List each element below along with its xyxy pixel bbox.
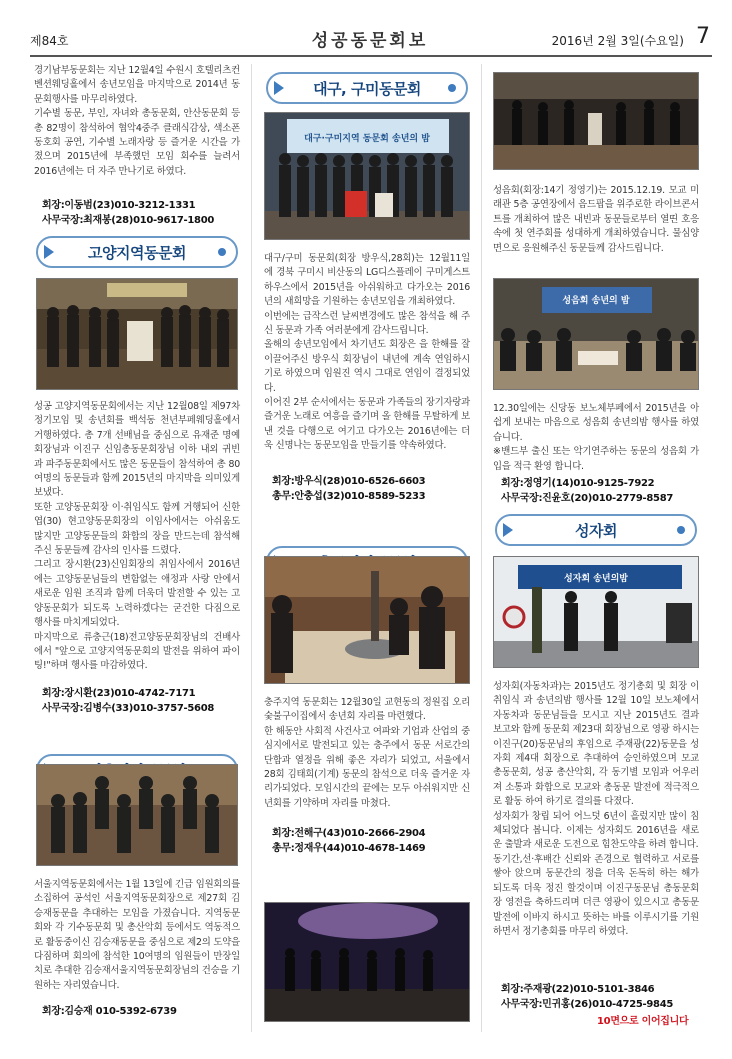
gyeonggi-south-article: 경기남부동문회는 지난 12월4일 수원시 호텔리츠컨벤션웨딩홀에서 송년모임을 마지막으로 2014년 동문회행사를 마무리하였다. 기수별 동문, 부인, 자녀와 총동문회, 안산동문회 등 총 82명이 참석하여 협악4중주 클래식감상, 색소폰동호회 공연, 기수별 노래자랑 등 즐거운 시간을 가졌으며 2015년에 부족했던 모임 회수를 늘려서 2016년에는 더 자주 만나기로 하였다. — [34, 65, 240, 177]
page-number: 7 — [696, 24, 710, 49]
chungju-photo — [264, 556, 470, 684]
seongeum-article-2: 12.30일에는 신당동 보노체부페에서 2015년을 아쉽게 보내는 마음으로 성음회 송년의밤 행사를 하였습니다. ※밴드부 출신 또는 악기연주하는 동문의 성음회 가입을 적극 환영 합니다. — [493, 403, 699, 472]
contact-line: 총무:정재우(44)010-4678-1469 — [272, 843, 426, 854]
seoul-photo — [36, 764, 238, 866]
triangle-bullet-icon — [503, 523, 513, 537]
seongja-contacts — [501, 982, 673, 1012]
seongeum-concert-image — [265, 903, 470, 1022]
dot-icon — [677, 526, 685, 534]
chungju-photo-image — [265, 557, 470, 684]
triangle-bullet-icon — [274, 81, 284, 95]
daegu-gumi-photo — [264, 112, 470, 240]
seongja-article: 성자회(자동차과)는 2015년도 정기총회 및 회장 이취임식 과 송년의밤 행사를 12월 10일 보노체에서 자동차과 동문님들을 모시고 지난 2015년도 결과 보고와 함께 동문회 제23대 회장님으로 영광 하시는 이진구(20)동문님의 후임으로 주재광(22)동문을 성자회 제4대 회장으로 추대하여 승인하였으며 모교 총동문회, 성공 총산악회, 각 동기별 모임과 어우러져 소통과 화합으로 모교와 총동문 발전에 적극적으로 활동 하여 하기로 결의를 다졌다. 성자회가 창립 되어 어느덧 6년이 흘렀지만 많이 침체되었다 봅니다. 이제는 성자회도 2016년을 새로운 출발과 새로운 도전으로 힘찬도약을 하려 합니다. 동기간,선·후배간 신뢰와 존경으로 협력하고 서로를 쌓아 앉으며 동문간의 정을 더욱 돈독히 하는 해가 되도록 더욱 정진 할것이며 이진구동문님 총동문회장 영전을 축하드리며 더큰 영광이 있으시고 총동문 발전에 이바지 하시고 뜻하는 바를 이루시기를 기원하면서 정기총회를 마무리 하였다. — [493, 681, 699, 937]
daegu-gumi-section-title — [266, 72, 468, 104]
section-title-text: 고양지역동문회 — [88, 243, 186, 262]
seongeum-stage-photo — [493, 72, 699, 170]
gyeonggi-south-contacts — [42, 198, 214, 228]
contact-line: 총무:안충섭(32)010-8589-5233 — [272, 491, 426, 502]
seoul-article: 서울지역동문회에서는 1월 13일에 긴급 임원회의를 소집하여 공석인 서울지역동문회장으로 제27회 김승재동문을 추대하는 모임을 가졌습니다. 지역동문회와 각 기수동문회 및 총산악회 등에서도 역동적으로 활동중이신 김승재동문을 중심으로 제2의 도약을 다짐하며 회의에 참석한 10여명의 임원들이 만장일치로 추대한 김승재서울지역동문회장님의 건승을 기원하는 자리였습니다. — [34, 879, 240, 991]
seoul-contacts — [42, 1004, 177, 1019]
column-divider — [251, 64, 252, 1032]
page-header — [30, 20, 710, 54]
goyang-photo — [36, 278, 238, 390]
daegu-banner-text: 대구·구미지역 동문회 송년의 밤 — [304, 134, 430, 144]
contact-line: 사무국장:김병수(33)010-3757-5608 — [42, 703, 215, 714]
party-banner-text: 성음회 송년의 밤 — [562, 296, 630, 306]
contact-line: 회장:방우식(28)010-6526-6603 — [272, 476, 426, 487]
contact-line: 사무국장:진윤호(20)010-2779-8587 — [501, 493, 674, 504]
contact-line: 사무국장:민귀홍(26)010-4725-9845 — [501, 999, 674, 1010]
seongja-section-title — [495, 514, 697, 546]
contact-line: 회장:김승재 010-5392-6739 — [42, 1006, 177, 1017]
seongja-banner-text: 성자회 송년의밤 — [564, 574, 628, 584]
continued-on-page: 10면으로 이어집니다 — [597, 1016, 689, 1027]
header-rule — [30, 55, 712, 57]
seongeum-article: 성음회(회장:14기 정영기)는 2015.12.19. 모교 미래관 5층 공연장에서 음드팝을 위주로한 라이브콘서트를 개최하여 많은 내빈과 동문들로부터 열띤 호응속에 첫 연주회를 성대하게 개최하였습니다. 물심양면으로 응원해주신 동문들께 감사드립니다. — [493, 185, 699, 254]
chungju-article: 충주지역 동문회는 12월30일 교현동의 정원집 오리숯불구이집에서 송년회 자리를 마련했다. 한 해동안 사회적 사건사고 여파와 기업과 산업의 중심지에서로 발전되고 있는 충주에서 동문 서로간의 단합과 열정을 위해 좋은 자리가 되었고, 서울에서 28회 김태희(기계) 동문의 참석으로 더욱 즐거운 자리가되었다. 모임시간의 끝에는 모두 아쉬워지만 신년회를 기약하며 자리를 마쳤다. — [264, 697, 470, 809]
contact-line: 회장:전해구(43)010-2666-2904 — [272, 828, 426, 839]
seongeum-concert-photo — [264, 902, 470, 1022]
seongja-photo — [493, 556, 699, 668]
daegu-gumi-contacts — [272, 474, 425, 504]
seongeum-party-photo — [493, 278, 699, 390]
seoul-photo-image — [37, 765, 238, 866]
goyang-section-title — [36, 236, 238, 268]
contact-line: 회장:정영기(14)010-9125-7922 — [501, 478, 655, 489]
section-title-text: 대구, 구미동문회 — [313, 79, 421, 98]
dot-icon — [218, 248, 226, 256]
seongeum-contacts — [501, 476, 673, 506]
column-2 — [264, 64, 470, 854]
contact-line: 회장:장시환(23)010-4742-7171 — [42, 688, 196, 699]
section-title-text: 성자회 — [575, 521, 617, 540]
goyang-contacts — [42, 686, 214, 716]
issue-date: 2016년 2월 3일(수요일) — [551, 34, 684, 48]
daegu-gumi-article: 대구/구미 동문회(회장 방우식,28회)는 12월11일에 경북 구미시 비산동의 LG디스플레이 구미게스트하우스에서 2015년을 아쉬워하고 다가오는 2016년의 새희망을 기원하는 송년모임을 개최하였다. 이번에는 급작스런 날씨변경에도 많은 참석을 해 주신 동문과 가족 여러분에게 감사드립니다. 올해의 송년모임에서 차기년도 회장은 을 한해를 잘 이끌어주신 방우식 회장님이 내년에 계속 연임하시기로 하였으며 임원진 역시 그대로 연임이 결정되었다. 이어진 2부 순서에서는 동문과 가족들의 장기자랑과 즐거운 노래로 여흥을 즐기며 올 한해를 무탈하게 보낸 것을 다행으로 여기고 다가오는 2016년에는 더욱 신명나는 동문모임을 만들기를 약속하였다. — [264, 253, 470, 452]
seongeum-stage-image — [494, 73, 699, 170]
goyang-photo-image — [37, 279, 238, 390]
column-3 — [493, 64, 699, 1027]
triangle-bullet-icon — [44, 245, 54, 259]
column-divider — [481, 64, 482, 1032]
issue-number: 제84호 — [30, 34, 69, 48]
contact-line: 회장:이동범(23)010-3212-1331 — [42, 200, 196, 211]
goyang-article: 성공 고양지역동문회에서는 지난 12월08일 제97차 정기모임 및 송년회를 백석동 천년부페웨딩홀에서 거행하였다. 총 7개 선배님을 중심으로 유재준 명예회장님과 이진구 신임총동문회장님 이하 내외 귀빈과 파주동문회에서도 많은 동문들이 참석하여 총 80여명의 동문들과 함께 2015년의 마지막을 의미있게 보냈다. 또한 고양동문회장 이·취임식도 함께 거행되어 신한엽(30) 현고양동문회장의 이임사에서는 아쉬움도 많지만 고양동문들의 화합의 장을 만드는데 참석해주신 동문들께 감사의 인사를 드렸다. 그리고 장시환(23)신임회장의 취임사에서 2016년에는 고양동문님들의 변함없는 애정과 사랑 안에서 새로운 임원 조직과 함께 더욱더 발전할 수 있는 고양동문회가 되도록 노력하겠다는 굳건한 다짐으로 행사를 마치게되었다. 마지막으로 류충근(18)전고양동문회장님의 건배사에서 "앞으로 고양지역동문회의 발전을 위하여 파이팅!"하며 행사를 마감하였다. — [34, 401, 240, 672]
chungju-contacts — [272, 826, 425, 856]
dot-icon — [448, 84, 456, 92]
contact-line: 사무국장:최재봉(28)010-9617-1800 — [42, 215, 215, 226]
column-1 — [34, 64, 240, 1017]
newsletter-title: 성공동문회보 — [311, 31, 429, 51]
contact-line: 회장:주재광(22)010-5101-3846 — [501, 984, 655, 995]
